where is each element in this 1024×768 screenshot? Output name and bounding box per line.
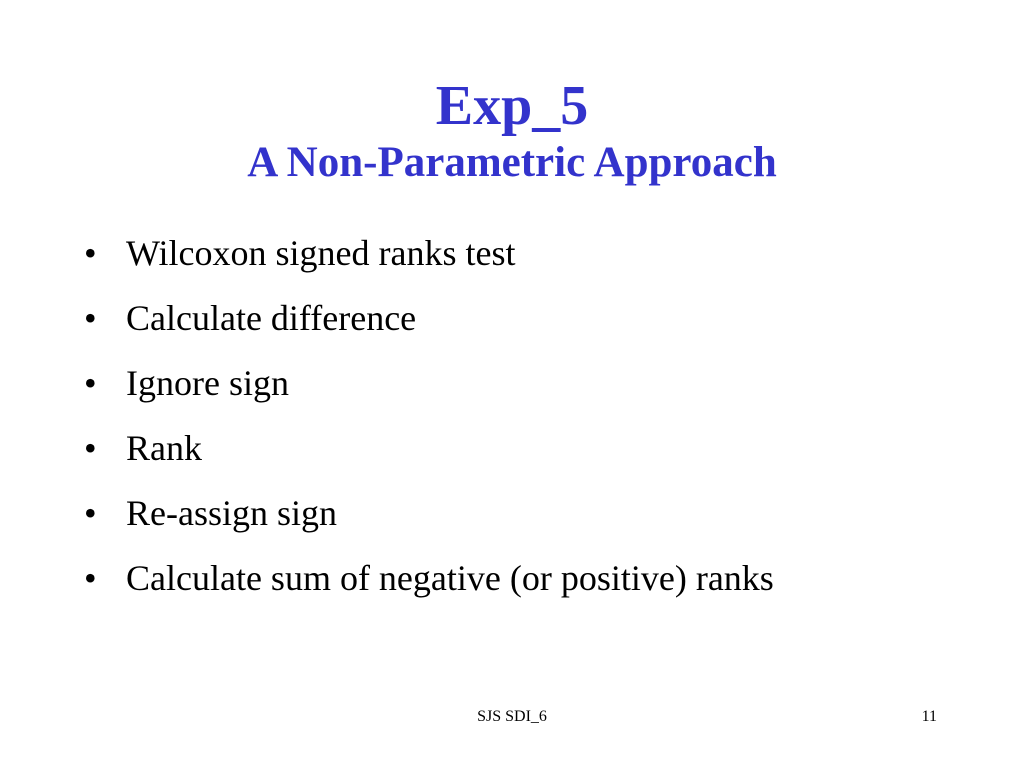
- bullet-item: [84, 493, 944, 534]
- bullet-item: [84, 298, 944, 339]
- footer-text: SJS SDI_6: [477, 708, 547, 725]
- bullet-text: Calculate sum of negative (or positive) ranks: [126, 558, 774, 598]
- bullet-text: Rank: [126, 428, 202, 468]
- bullet-text: Ignore sign: [126, 363, 289, 403]
- bullet-text: Wilcoxon signed ranks test: [126, 233, 516, 273]
- bullet-text: Re-assign sign: [126, 493, 337, 533]
- slide-title: [0, 74, 1024, 188]
- bullet-marker: •: [84, 428, 97, 468]
- title-subtitle: A Non-Parametric Approach: [247, 139, 777, 186]
- bullet-item: [84, 363, 944, 404]
- bullet-item: [84, 428, 944, 469]
- bullet-text: Calculate difference: [126, 298, 417, 338]
- bullet-marker: •: [84, 298, 97, 338]
- bullet-list: [84, 233, 944, 623]
- bullet-marker: •: [84, 363, 97, 403]
- bullet-item: [84, 233, 944, 274]
- bullet-marker: •: [84, 493, 97, 533]
- bullet-marker: •: [84, 558, 97, 598]
- bullet-item: [84, 558, 944, 599]
- page-number: 11: [921, 708, 937, 725]
- title-main: Exp_5: [435, 75, 589, 137]
- bullet-marker: •: [84, 233, 97, 273]
